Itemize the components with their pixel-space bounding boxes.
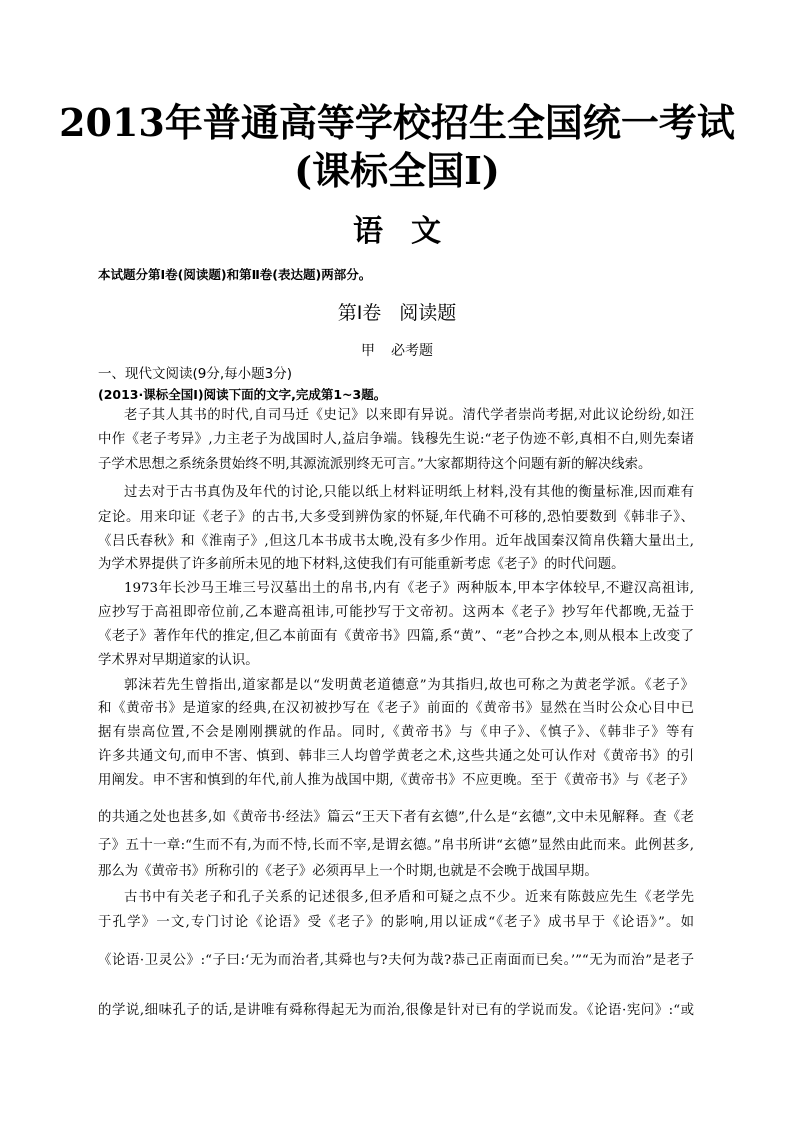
passage-line: 学术界对早期道家的认识。 [98, 653, 259, 668]
passage-line: 过去对于古书真伪及年代的讨论,只能以纸上材料证明纸上材料,没有其他的衡量标准,因而难有 [124, 485, 694, 500]
question-heading: 一、现代文阅读(9分,每小题3分) [98, 366, 293, 382]
part-heading [0, 300, 794, 326]
passage-line: 定论。用来印证《老子》的古书,大多受到辨伪家的怀疑,年代确不可移的,恐怕要数到《韩非子》、 [98, 510, 694, 525]
passage-line: 《论语·卫灵公》:“子曰:‘无为而治者,其舜也与?夫何为哉?恭己正南面而已矣。’”“无为而治”是老子 [98, 953, 694, 968]
passage-line: 老子其人其书的时代,自司马迁《史记》以来即有异说。清代学者崇尚考据,对此议论纷纷,如汪 [124, 408, 694, 423]
part-name: 阅读题 [399, 302, 457, 324]
passage-line: 1973年长沙马王堆三号汉墓出土的帛书,内有《老子》两种版本,甲本字体较早,不避汉高祖讳, [124, 581, 694, 596]
passage-line: 的学说,细味孔子的话,是讲唯有舜称得起无为而治,很像是针对已有的学说而发。《论语·宪问》:“或 [98, 1003, 694, 1018]
section-name: 必考题 [391, 343, 433, 359]
passage-line: 那么为《黄帝书》所称引的《老子》必须再早上一个时期,也就是不会晚于战国早期。 [98, 864, 598, 879]
passage-line: 应抄写于高祖即帝位前,乙本避高祖讳,可能抄写于文帝初。这两本《老子》抄写年代都晚,无益于 [98, 605, 694, 620]
question-source: (2013·课标全国Ⅰ)阅读下面的文字,完成第1~3题。 [98, 387, 387, 402]
part-number: 第Ⅰ卷 [337, 302, 382, 324]
section-heading [0, 341, 794, 361]
passage-line: 《老子》著作年代的推定,但乙本前面有《黄帝书》四篇,系“黄”、“老”合抄之本,则从根本上改变了 [98, 629, 694, 644]
passage-line: 子学术思想之系统条贯始终不明,其源流派别终无可言。”大家都期待这个问题有新的解决线索。 [98, 457, 652, 472]
passage-line: 和《黄帝书》是道家的经典,在汉初被抄写在《老子》前面的《黄帝书》显然在当时公众心目中已 [98, 701, 694, 716]
passage-line: 于孔学》一文,专门讨论《论语》受《老子》的影响,用以证成“《老子》成书早于《论语》”。如 [98, 915, 694, 930]
passage-line: 郭沫若先生曾指出,道家都是以“发明黄老道德意”为其指归,故也可称之为黄老学派。《老子》 [124, 678, 694, 693]
passage-line: 许多共通文句,而申不害、慎到、韩非三人均曾学黄老之术,这些共通之处可认作对《黄帝书》的引 [98, 749, 694, 764]
passage-line: 为学术界提供了许多前所未见的地下材料,这使我们有可能重新考虑《老子》的时代问题。 [98, 557, 625, 572]
exam-subtitle: (课标全国Ⅰ) [294, 148, 500, 193]
passage-line: 据有崇高位置,不会是刚刚撰就的作品。同时,《黄帝书》与《申子》、《慎子》、《韩非子》等有 [98, 725, 694, 740]
passage-line: 《吕氏春秋》和《淮南子》,但这几本书成书太晚,没有多少作用。近年战国秦汉简帛佚籍大量出土, [98, 534, 694, 549]
exam-intro: 本试题分第Ⅰ卷(阅读题)和第Ⅱ卷(表达题)两部分。 [98, 267, 372, 282]
exam-title: 2013年普通高等学校招生全国统一考试 [59, 100, 735, 145]
subject-heading: 语文 [353, 214, 469, 249]
passage-line: 的共通之处也甚多,如《黄帝书·经法》篇云“王天下者有玄德”,什么是“玄德”,文中未见解释。查《老 [98, 810, 694, 825]
passage-line: 古书中有关老子和孔子关系的记述很多,但矛盾和可疑之点不少。近来有陈鼓应先生《老学先 [124, 890, 694, 905]
passage-line: 中作《老子考异》,力主老子为战国时人,益启争端。钱穆先生说:“老子伪迹不彰,真相不白,则先秦诸 [98, 432, 694, 447]
passage-line: 用阐发。申不害和慎到的年代,前人推为战国中期,《黄帝书》不应更晚。至于《黄帝书》与《老子》 [98, 773, 694, 788]
passage-line: 子》五十一章:“生而不有,为而不恃,长而不宰,是谓玄德。”帛书所讲“玄德”显然由此而来。此例甚多, [98, 838, 694, 853]
section-letter: 甲 [361, 343, 375, 359]
